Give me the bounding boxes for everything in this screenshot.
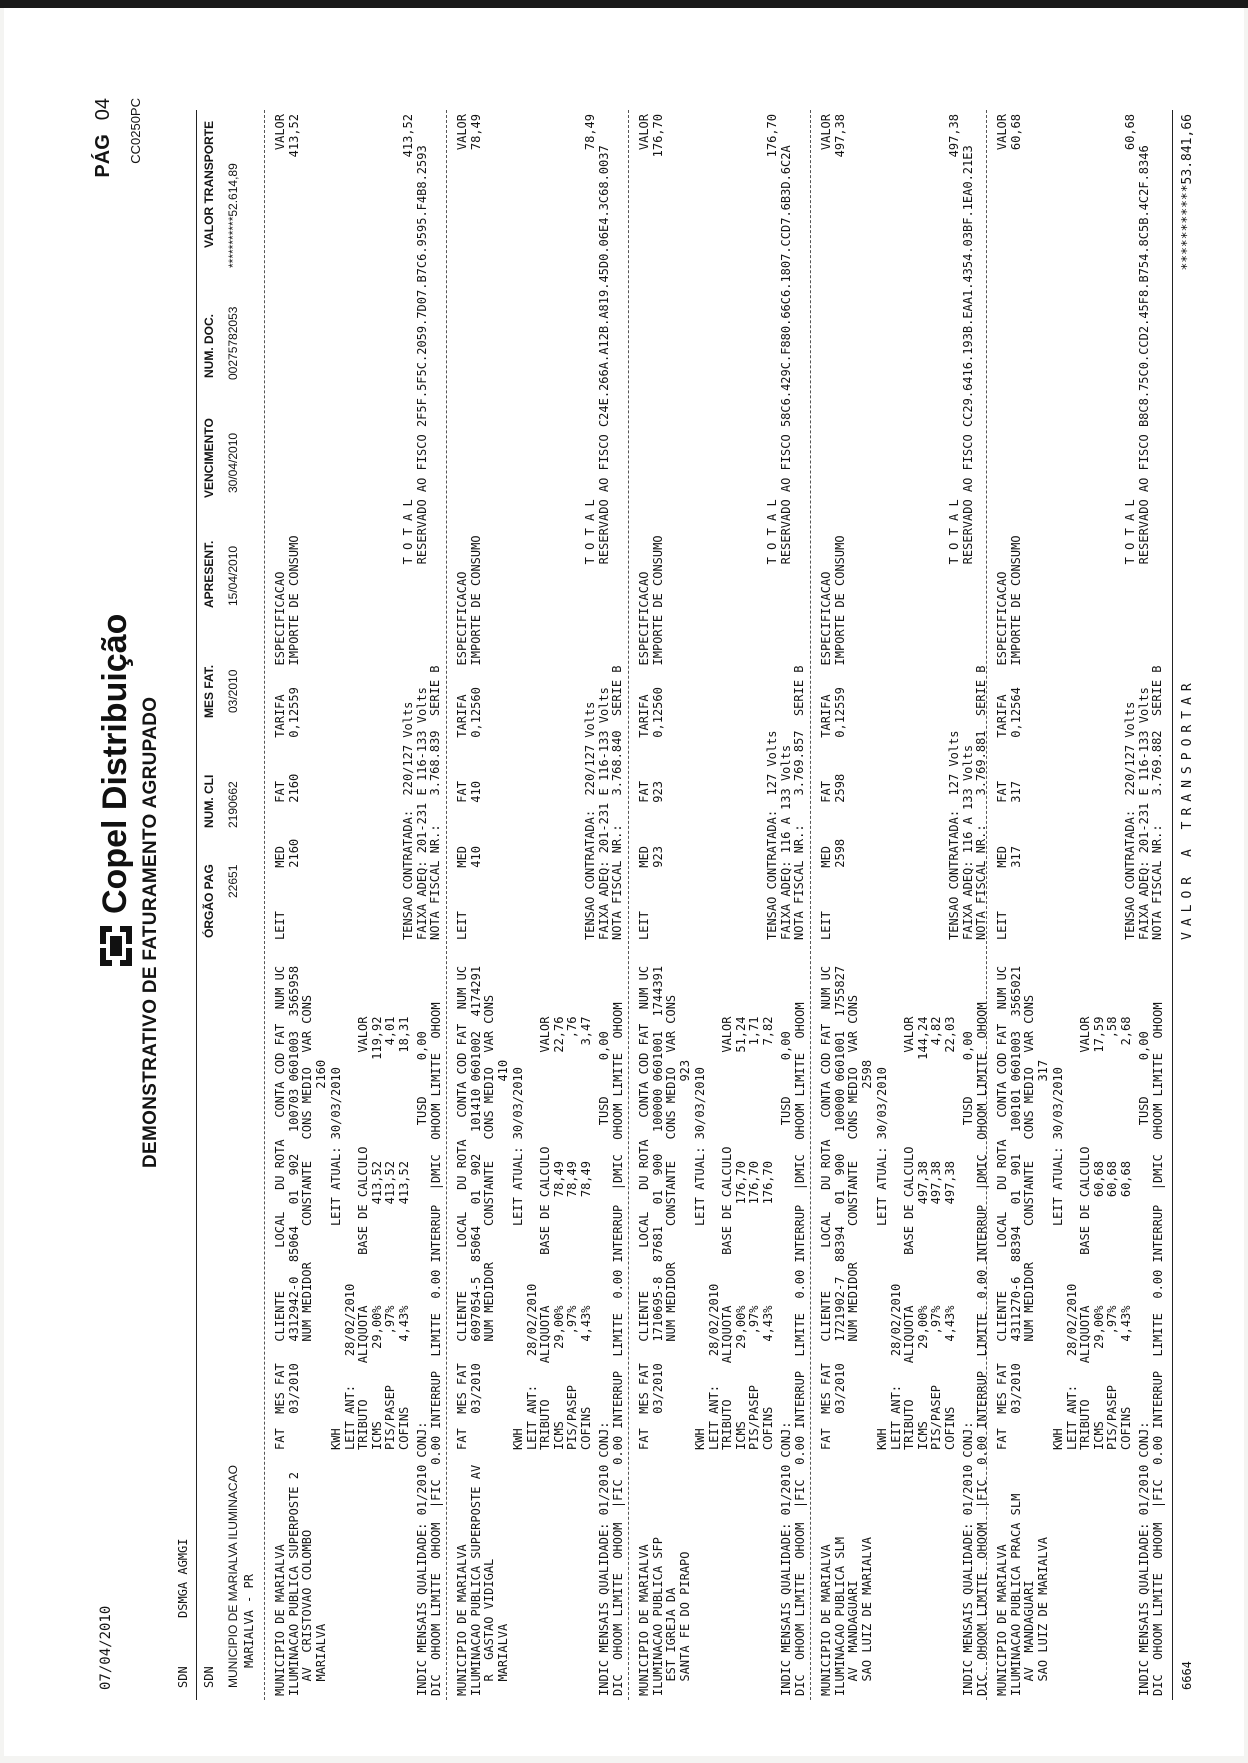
tax-breakdown-line: ICMS 29,00% 78,49 22,76 (551, 1016, 566, 1450)
valor-label: VALOR (637, 114, 651, 151)
summary-valor-transporte: ***********52.614,89 (226, 163, 240, 268)
tax-breakdown-line: TRIBUTO ALIQUOTA BASE DE CALCULO VALOR (1078, 1016, 1093, 1450)
summary-mes-fat: 03/2010 (226, 669, 240, 713)
tax-breakdown-line: LEIT ANT: 28/02/2010 (1064, 1283, 1079, 1450)
tax-breakdown-line: LEIT ANT: 28/02/2010 (342, 1283, 357, 1450)
tax-breakdown-line: ICMS 29,00% 60,68 17,59 (1091, 1016, 1106, 1450)
billing-reference-line: 03/2010 6097054-5 85064 01 902 101410 0601002 4174291 (468, 965, 483, 1450)
voltage-fiscal-info-line: TENSAO CONTRATADA: 127 Volts T O T A L (947, 499, 961, 940)
tax-breakdown-line: TRIBUTO ALIQUOTA BASE DE CALCULO VALOR (902, 1016, 917, 1450)
billing-reference-line: NUM MEDIDOR CONSTANTE CONS MEDIO VAR CONS (846, 994, 861, 1450)
meter-readings-line: LEIT MED FAT TARIFA ESPECIFICACAO (995, 571, 1009, 940)
summary-num-doc: 00275782053 (226, 306, 240, 380)
entry-divider (810, 110, 811, 1700)
customer-address-line: MUNICIPIO DE MARIALVA (637, 1544, 651, 1696)
footer-label: VALOR A TRANSPORTAR (1180, 677, 1195, 940)
customer-address-line: SAO LUIZ DE MARIALVA (859, 1537, 874, 1696)
summary-vencimento: 30/04/2010 (226, 432, 240, 493)
footer-value: ***********53.841,66 (1180, 114, 1195, 271)
customer-address-line: AV MANDAGUARI (846, 1580, 861, 1696)
customer-address-line: ILUMINACAO PUBLICA SLM (832, 1537, 847, 1696)
customer-address-line: ILUMINACAO PUBLICA SUPERPOSTE 2 (286, 1472, 301, 1696)
tax-breakdown-line: KWH LEIT ATUAL: 30/03/2010 (511, 1067, 525, 1450)
meter-readings-line: 2598 2598 0,12559 IMPORTE DE CONSUMO (832, 535, 847, 940)
quality-indicators-line: DIC OHOOM LIMITE OHOOM |FIC 0.00 INTERRUP LIMITE 0.00 INTERRUP |DMIC OHOOM LIMITE OHOOM (974, 1002, 989, 1696)
billing-reference-line: 317 (1035, 1059, 1050, 1450)
tax-breakdown-line: COFINS 4,43% 60,68 2,68 (1119, 1016, 1133, 1450)
customer-address-line: MUNICIPIO DE MARIALVA (819, 1544, 833, 1696)
voltage-fiscal-info-line: NOTA FISCAL NR.: 3.768.839 SERIE B (428, 665, 443, 940)
total-amount: 413,52 (401, 114, 415, 158)
col-num-cli: NUM. CLI (202, 774, 216, 828)
billing-reference-line: NUM MEDIDOR CONSTANTE CONS MEDIO VAR CONS (1022, 994, 1037, 1450)
voltage-fiscal-info-line: TENSAO CONTRATADA: 220/127 Volts T O T A L (1123, 499, 1137, 940)
tax-breakdown-line: KWH LEIT ATUAL: 30/03/2010 (1051, 1067, 1065, 1450)
tax-breakdown-line: ICMS 29,00% 497,38 144,24 (915, 1016, 930, 1450)
meter-readings-line: LEIT MED FAT TARIFA ESPECIFICACAO (637, 571, 651, 940)
voltage-fiscal-info-line: FAIXA ADEQ: 201-231 E 116-133 Volts RESERVADO AO FISCO 2F5F.5F5C.2059.7D07.B7C6.9595.F4B8.2593 (414, 145, 429, 940)
company-name: Copel Distribuição (96, 613, 134, 914)
billing-reference-line: FAT MES FAT CLIENTE LOCAL DU ROTA CONTA COD FAT NUM UC (995, 965, 1009, 1450)
tax-breakdown-line: PIS/PASEP ,97% 60,68 ,58 (1105, 1016, 1120, 1450)
copel-logo (96, 614, 135, 968)
invoice-entry (814, 110, 990, 1700)
meter-readings-line: 923 923 0,12560 IMPORTE DE CONSUMO (650, 535, 665, 940)
billing-reference-line: FAT MES FAT CLIENTE LOCAL DU ROTA CONTA COD FAT NUM UC (455, 965, 469, 1450)
voltage-fiscal-info-line: FAIXA ADEQ: 116 A 133 Volts RESERVADO AO FISCO CC29.6416.193B.EAA1.4354.03BF.1EA0.21E3 (960, 145, 975, 940)
voltage-fiscal-info-line: NOTA FISCAL NR.: 3.769.881 SERIE B (974, 665, 989, 940)
scanned-page (4, 8, 1244, 1756)
copel-logo-icon (98, 924, 134, 968)
entry-divider (986, 110, 987, 1700)
customer-address-line: MARIALVA (313, 1623, 328, 1696)
invoice-entry (268, 110, 444, 1700)
page-label: PÁG (92, 134, 114, 178)
section-divider (264, 110, 265, 1700)
quality-indicators-line: DIC OHOOM LIMITE OHOOM |FIC 0.00 INTERRUP LIMITE 0.00 INTERRUP |DMIC OHOOM LIMITE OHOOM (610, 1002, 625, 1696)
billing-reference-line: FAT MES FAT CLIENTE LOCAL DU ROTA CONTA COD FAT NUM UC (637, 965, 651, 1450)
customer-address-line: MUNICIPIO DE MARIALVA (455, 1544, 469, 1696)
voltage-fiscal-info-line: TENSAO CONTRATADA: 127 Volts T O T A L (765, 499, 779, 940)
valor-amount: 497,38 (833, 114, 847, 158)
total-amount: 497,38 (947, 114, 961, 158)
meter-readings-line: 317 317 0,12564 IMPORTE DE CONSUMO (1008, 535, 1023, 940)
tax-breakdown-line: TRIBUTO ALIQUOTA BASE DE CALCULO VALOR (538, 1016, 553, 1450)
billing-reference-line: 03/2010 4311270-6 88394 01 901 100101 0601003 3565021 (1008, 965, 1023, 1450)
billing-reference-line: NUM MEDIDOR CONSTANTE CONS MEDIO VAR CONS (482, 994, 497, 1450)
customer-address-line: SAO LUIZ DE MARIALVA (1035, 1537, 1050, 1696)
voltage-fiscal-info-line: TENSAO CONTRATADA: 220/127 Volts T O T A L (401, 499, 415, 940)
tax-breakdown-line: PIS/PASEP ,97% 497,38 4,82 (929, 1016, 944, 1450)
scan-top-edge (0, 0, 1248, 8)
customer-address-line: EST IGREJA DA (664, 1587, 679, 1696)
total-amount: 78,49 (583, 114, 597, 151)
footer-number: 6664 (1180, 1661, 1194, 1690)
summary-num-cli: 2190662 (226, 781, 240, 828)
col-valor-transporte: VALOR TRANSPORTE (202, 120, 216, 248)
meter-readings-line: 2160 2160 0,12559 IMPORTE DE CONSUMO (286, 535, 301, 940)
meter-readings-line: 410 410 0,12560 IMPORTE DE CONSUMO (468, 535, 483, 940)
col-orgao-pag: ÓRGÃO PAG (202, 864, 216, 938)
tax-breakdown-line: LEIT ANT: 28/02/2010 (706, 1283, 721, 1450)
meter-readings-line: LEIT MED FAT TARIFA ESPECIFICACAO (819, 571, 833, 940)
tax-breakdown-line: COFINS 4,43% 413,52 18,31 (397, 1016, 411, 1450)
customer-address-line: R GASTAO VIDIGAL (482, 1558, 497, 1696)
tax-breakdown-line: COFINS 4,43% 78,49 3,47 (579, 1016, 593, 1450)
document-title: DEMONSTRATIVO DE FATURAMENTO AGRUPADO (140, 696, 161, 1168)
quality-indicators-line: INDIC MENSAIS QUALIDADE: 01/2010 CONJ: TUSD 0,00 (1137, 1031, 1151, 1696)
page-number: 04 (92, 98, 114, 121)
entry-divider (446, 110, 447, 1700)
billing-reference-line: NUM MEDIDOR CONSTANTE CONS MEDIO VAR CONS (664, 994, 679, 1450)
summary-city-text: MARIALVA - PR (242, 1574, 256, 1668)
summary-orgao-pag: 22651 (226, 864, 240, 898)
col-sdn: SDN (202, 1666, 216, 1688)
page-indicator (92, 98, 115, 178)
customer-address-line: SANTA FE DO PIRAPO (677, 1551, 692, 1696)
quality-indicators-line: INDIC MENSAIS QUALIDADE: 01/2010 CONJ: TUSD 0,00 (415, 1031, 429, 1696)
valor-label: VALOR (819, 114, 833, 151)
report-code: CC0250PC (128, 98, 143, 164)
billing-reference-line: NUM MEDIDOR CONSTANTE CONS MEDIO VAR CONS (300, 994, 315, 1450)
valor-amount: 413,52 (287, 114, 301, 158)
quality-indicators-line: INDIC MENSAIS QUALIDADE: 01/2010 CONJ: TUSD 0,00 (597, 1031, 611, 1696)
tax-breakdown-line: COFINS 4,43% 497,38 22,03 (943, 1016, 957, 1450)
customer-address-line: MUNICIPIO DE MARIALVA (995, 1544, 1009, 1696)
customer-address-line: ILUMINACAO PUBLICA SUPERPOSTE AV (468, 1464, 483, 1696)
voltage-fiscal-info-line: NOTA FISCAL NR.: 3.768.840 SERIE B (610, 665, 625, 940)
meter-readings-line: LEIT MED FAT TARIFA ESPECIFICACAO (273, 571, 287, 940)
invoice-entry (990, 110, 1166, 1700)
entry-divider (628, 110, 629, 1700)
tax-breakdown-line: ICMS 29,00% 176,70 51,24 (733, 1016, 748, 1450)
tax-breakdown-line: LEIT ANT: 28/02/2010 (888, 1283, 903, 1450)
col-vencimento: VENCIMENTO (202, 418, 216, 498)
tax-breakdown-line: PIS/PASEP ,97% 413,52 4,01 (383, 1016, 398, 1450)
voltage-fiscal-info-line: NOTA FISCAL NR.: 3.769.882 SERIE B (1150, 665, 1165, 940)
billing-reference-line: 2598 (859, 1059, 874, 1450)
customer-address-line: ILUMINACAO PUBLICA SFP (650, 1537, 665, 1696)
header-divider (196, 110, 197, 1700)
customer-address-line: ILUMINACAO PUBLICA PRACA SLM (1008, 1493, 1023, 1696)
col-apresent: APRESENT. (202, 540, 216, 608)
voltage-fiscal-info-line: FAIXA ADEQ: 201-231 E 116-133 Volts RESERVADO AO FISCO C24E.266A.A12B.A819.45D0.06E4.3C68.0037 (596, 145, 611, 940)
tax-breakdown-line: PIS/PASEP ,97% 176,70 1,71 (747, 1016, 762, 1450)
billing-reference-line: 03/2010 4312942-0 85064 01 902 100703 0601003 3565958 (286, 965, 301, 1450)
invoice-entry (632, 110, 808, 1700)
tax-breakdown-line: TRIBUTO ALIQUOTA BASE DE CALCULO VALOR (356, 1016, 371, 1450)
report-date: 07/04/2010 (98, 1605, 114, 1690)
tax-breakdown-line: ICMS 29,00% 413,52 119,92 (369, 1016, 384, 1450)
billing-reference-line: 03/2010 1710695-8 87681 01 900 100000 0601001 1744391 (650, 965, 665, 1450)
voltage-fiscal-info-line: TENSAO CONTRATADA: 220/127 Volts T O T A L (583, 499, 597, 940)
tax-breakdown-line: LEIT ANT: 28/02/2010 (524, 1283, 539, 1450)
billing-reference-line: FAT MES FAT CLIENTE LOCAL DU ROTA CONTA COD FAT NUM UC (273, 965, 287, 1450)
total-amount: 176,70 (765, 114, 779, 158)
quality-indicators-line: DIC OHOOM LIMITE OHOOM |FIC 0.00 INTERRUP LIMITE 0.00 INTERRUP |DMIC OHOOM LIMITE OHOOM (1150, 1002, 1165, 1696)
quality-indicators-line: DIC OHOOM LIMITE OHOOM |FIC 0.00 INTERRUP LIMITE 0.00 INTERRUP |DMIC OHOOM LIMITE OHOOM (792, 1002, 807, 1696)
meter-readings-line: LEIT MED FAT TARIFA ESPECIFICACAO (455, 571, 469, 940)
billing-reference-line: 923 (677, 1059, 692, 1450)
customer-address-line: AV MANDAGUARI (1022, 1580, 1037, 1696)
summary-customer: MUNICIPIO DE MARIALVA ILUMINACAO (226, 1465, 240, 1688)
sdn-label: SDN (176, 1666, 190, 1688)
voltage-fiscal-info-line: NOTA FISCAL NR.: 3.769.857 SERIE B (792, 665, 807, 940)
billing-reference-line: FAT MES FAT CLIENTE LOCAL DU ROTA CONTA COD FAT NUM UC (819, 965, 833, 1450)
summary-apresent: 15/04/2010 (226, 545, 240, 606)
voltage-fiscal-info-line: FAIXA ADEQ: 116 A 133 Volts RESERVADO AO FISCO 58C6.429C.F880.66C6.1807.CCD7.6B3D.6C2A (778, 145, 793, 940)
sdn-value: DSMGA AGMGI (176, 1538, 190, 1618)
col-mes-fat: MES FAT. (202, 664, 216, 718)
tax-breakdown-line: KWH LEIT ATUAL: 30/03/2010 (329, 1067, 343, 1450)
customer-address-line: AV CRISTOVAO COLOMBO (300, 1529, 315, 1696)
tax-breakdown-line: COFINS 4,43% 176,70 7,82 (761, 1016, 775, 1450)
total-amount: 60,68 (1123, 114, 1137, 151)
tax-breakdown-line: TRIBUTO ALIQUOTA BASE DE CALCULO VALOR (720, 1016, 735, 1450)
col-num-doc: NUM. DOC. (202, 314, 216, 378)
valor-amount: 60,68 (1009, 114, 1023, 151)
billing-reference-line: 03/2010 1721902-7 88394 01 900 100000 0601001 1755827 (832, 965, 847, 1450)
quality-indicators-line: DIC OHOOM LIMITE OHOOM |FIC 0.00 INTERRUP LIMITE 0.00 INTERRUP |DMIC OHOOM LIMITE OHOOM (428, 1002, 443, 1696)
rotated-report (84, 88, 1224, 1728)
customer-address-line: MARIALVA (495, 1623, 510, 1696)
invoice-entry (450, 110, 626, 1700)
customer-address-line: MUNICIPIO DE MARIALVA (273, 1544, 287, 1696)
valor-label: VALOR (455, 114, 469, 151)
quality-indicators-line: INDIC MENSAIS QUALIDADE: 01/2010 CONJ: TUSD 0,00 (779, 1031, 793, 1696)
quality-indicators-line: INDIC MENSAIS QUALIDADE: 01/2010 CONJ: TUSD 0,00 (961, 1031, 975, 1696)
footer-divider (1172, 110, 1173, 1700)
footer (1176, 110, 1200, 1700)
valor-amount: 176,70 (651, 114, 665, 158)
valor-amount: 78,49 (469, 114, 483, 151)
billing-reference-line: 410 (495, 1059, 510, 1450)
tax-breakdown-line: KWH LEIT ATUAL: 30/03/2010 (693, 1067, 707, 1450)
voltage-fiscal-info-line: FAIXA ADEQ: 201-231 E 116-133 Volts RESERVADO AO FISCO B8C8.75C0.CCD2.45F8.B754.8C5B.4C2F.8346 (1136, 145, 1151, 940)
tax-breakdown-line: KWH LEIT ATUAL: 30/03/2010 (875, 1067, 889, 1450)
valor-label: VALOR (273, 114, 287, 151)
billing-reference-line: 2160 (313, 1059, 328, 1450)
valor-label: VALOR (995, 114, 1009, 151)
tax-breakdown-line: PIS/PASEP ,97% 78,49 ,76 (565, 1016, 580, 1450)
